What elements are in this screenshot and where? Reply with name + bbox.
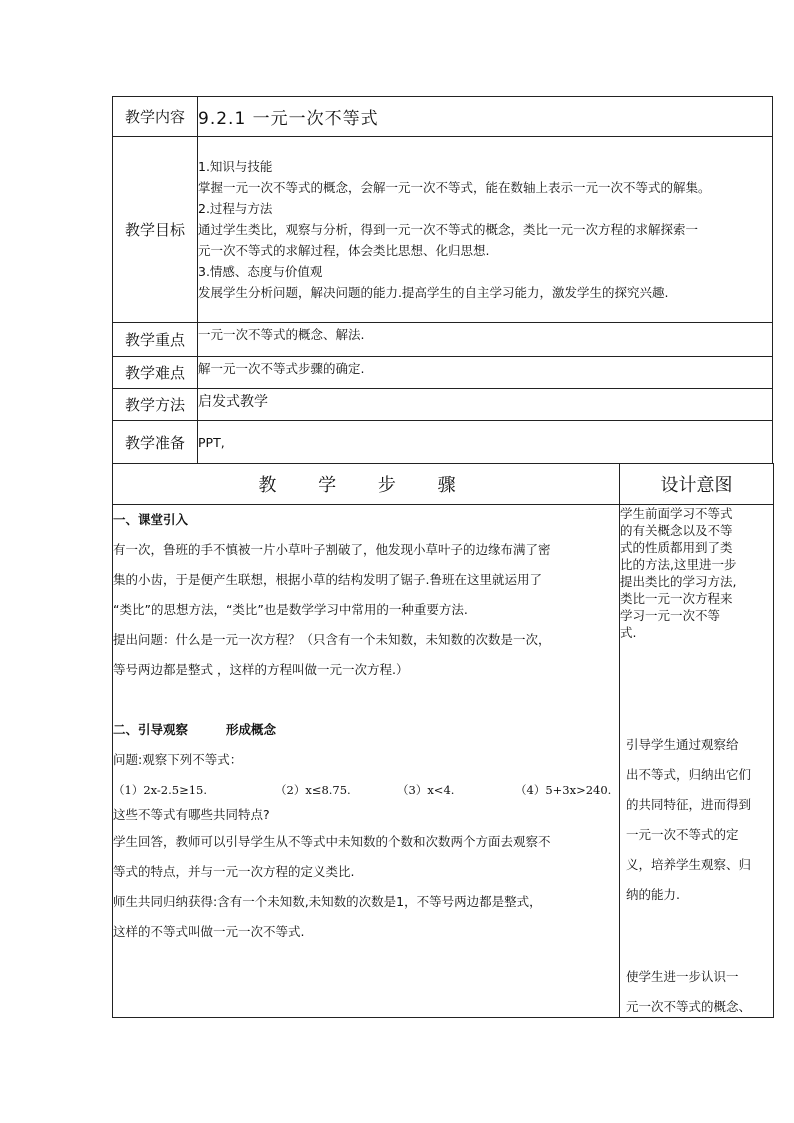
- section1-line: 集的小齿，于是便产生联想，根据小草的结构发明了锯子.鲁班在这里就运用了: [113, 572, 542, 587]
- section2-line: 学生回答，教师可以引导学生从不等式中未知数的个数和次数两个方面去观察不: [113, 834, 551, 849]
- intent-header: 设计意图: [620, 464, 774, 505]
- section2-line: 师生共同归纳获得:含有一个未知数,未知数的次数是1，不等号两边都是整式，: [113, 894, 542, 909]
- section2-line: 这些不等式有哪些共同特点?: [113, 807, 270, 822]
- intent-block-1: 学生前面学习不等式 的有关概念以及不等 式的性质都用到了类 比的方法,这里进一步 提出类比的学习方法, 类比一元一次方程来 学习一元一次不等 式.: [620, 506, 737, 640]
- goals-line: 发展学生分析问题，解决问题的能力.提高学生的自主学习能力，激发学生的探究兴趣.: [198, 285, 669, 300]
- question-line: 问题:观察下列不等式：: [113, 752, 243, 767]
- intent-body: [620, 505, 774, 1018]
- section2-line: 等式的特点，并与一元一次方程的定义类比.: [113, 864, 355, 879]
- spacer: [113, 685, 619, 715]
- formula-3: （3）x<4.: [397, 783, 455, 797]
- goals-line: 元一次不等式的求解过程，体会类比思想、化归思想.: [198, 243, 490, 258]
- goals-line: 通过学生类比，观察与分析，得到一元一次不等式的概念，类比一元一次方程的求解探索一: [198, 222, 699, 237]
- goals-line: 掌握一元一次不等式的概念，会解一元一次不等式，能在数轴上表示一元一次不等式的解集。: [198, 180, 711, 195]
- section1-line: 等号两边都是整式 ，这样的方程叫做一元一次方程.）: [113, 662, 409, 677]
- section1-line: “类比”的思想方法，“类比”也是数学学习中常用的一种重要方法.: [113, 602, 468, 617]
- content-label: 教学内容: [113, 97, 198, 137]
- section1-title: 一、课堂引入: [113, 512, 189, 527]
- section1-line: 有一次，鲁班的手不慎被一片小草叶子割破了，他发现小草叶子的边缘布满了密: [113, 542, 551, 557]
- steps-body: [113, 505, 620, 1018]
- section2-title: 二、引导观察 形成概念: [113, 722, 277, 737]
- intent-block-3: 使学生进一步认识一 元一次不等式的概念、: [626, 969, 752, 1014]
- intent-block-2: 引导学生通过观察给 出不等式，归纳出它们 的共同特征，进而得到 一元一次不等式的定 义，培养学生观察、归 纳的能力.: [626, 737, 752, 902]
- key-label: 教学重点: [113, 323, 198, 357]
- info-table: [112, 96, 773, 464]
- goals-label: 教学目标: [113, 137, 198, 323]
- section2-subtitle: 形成概念: [226, 722, 277, 737]
- method-value: 启发式教学: [198, 389, 773, 421]
- prep-label: 教学准备: [113, 421, 198, 464]
- goals-line: 3.情感、态度与价值观: [198, 264, 323, 279]
- formula-line: [113, 775, 619, 805]
- steps-table: [112, 463, 774, 1018]
- difficulty-label: 教学难点: [113, 357, 198, 389]
- goals-line: 2.过程与方法: [198, 201, 273, 216]
- lesson-plan: [112, 96, 773, 1018]
- goals-line: 1.知识与技能: [198, 159, 273, 174]
- section2-line: 这样的不等式叫做一元一次不等式.: [113, 924, 305, 939]
- formula-1: （1）2x-2.5≥15.: [113, 783, 208, 797]
- section1-line: 提出问题：什么是一元一次方程？（只含有一个未知数，未知数的次数是一次，: [113, 632, 551, 647]
- prep-value: PPT,: [198, 421, 773, 464]
- steps-header: 教 学 步 骤: [113, 464, 620, 505]
- method-label: 教学方法: [113, 389, 198, 421]
- key-value: 一元一次不等式的概念、解法.: [198, 323, 773, 357]
- goals-value: [198, 137, 773, 323]
- difficulty-value: 解一元一次不等式步骤的确定.: [198, 357, 773, 389]
- formula-2: （2）x≤8.75.: [275, 783, 351, 797]
- formula-4: （4）5+3x>240.: [515, 783, 612, 797]
- content-value: 9.2.1 一元一次不等式: [198, 97, 773, 137]
